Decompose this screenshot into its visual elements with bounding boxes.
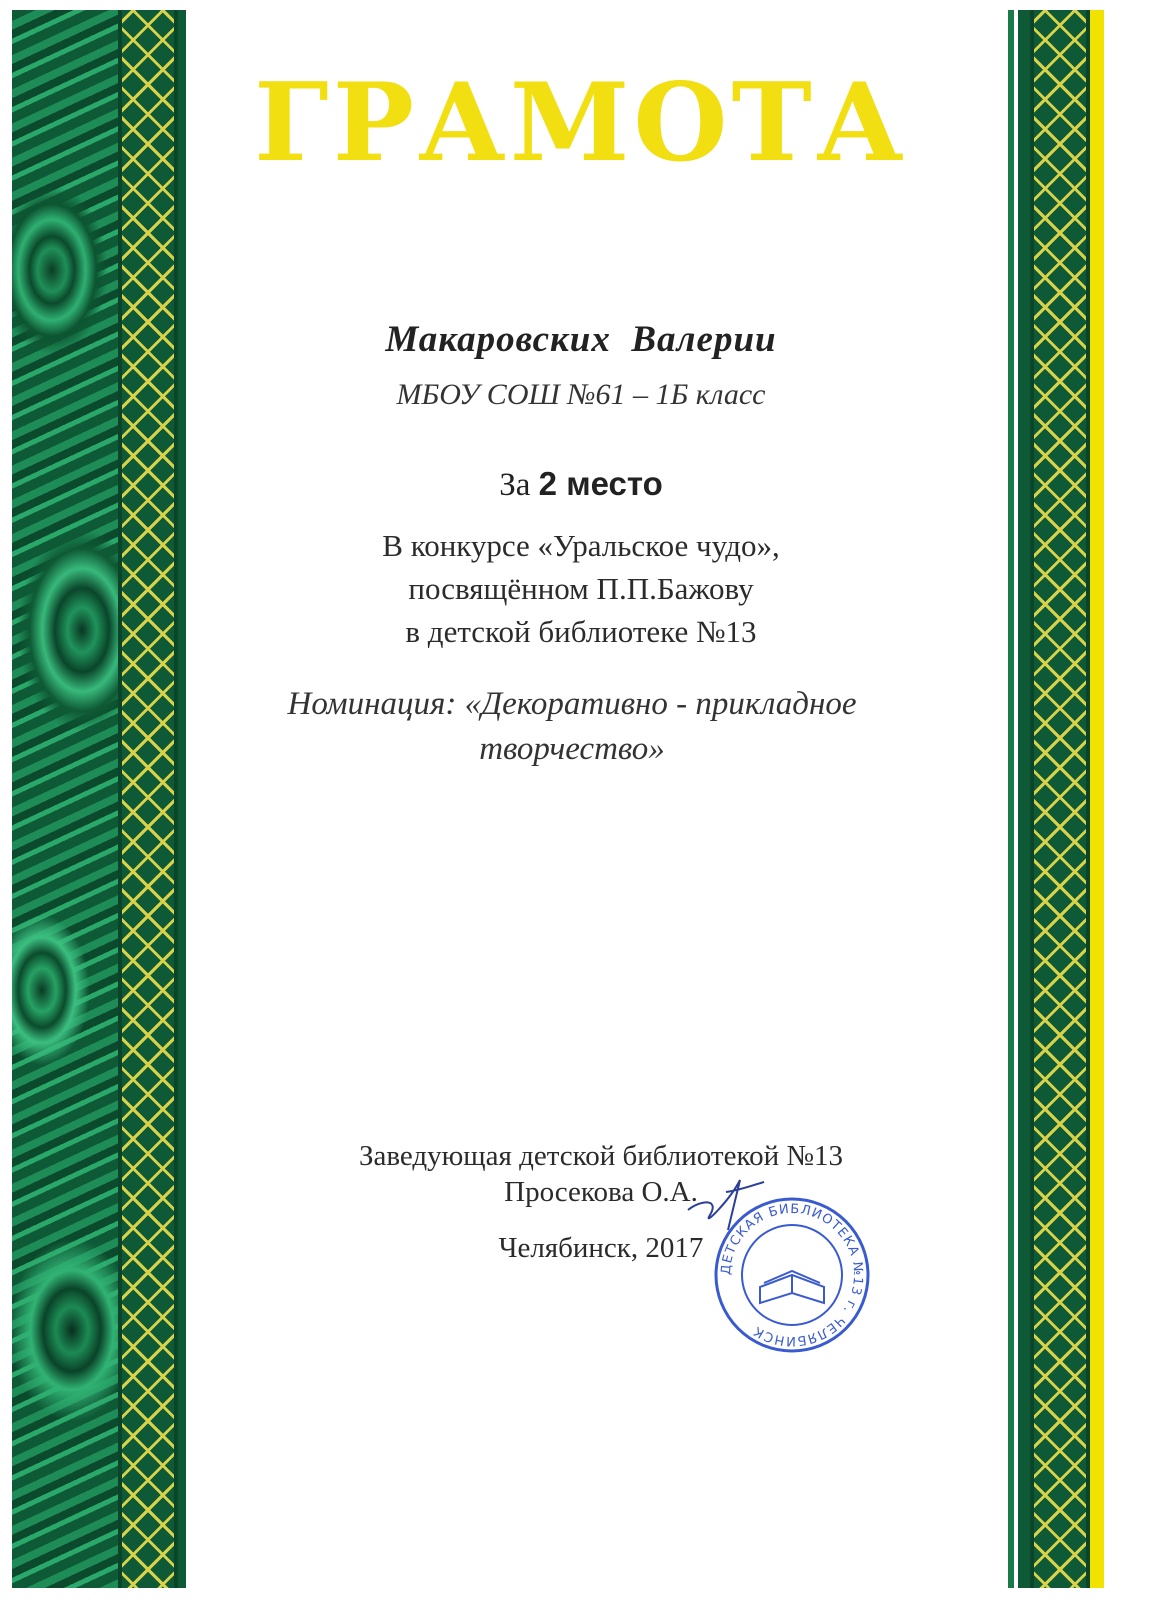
border-stripe-yellow [1090,10,1104,1588]
contest-line-1: В конкурсе «Уральское чудо», [382,528,780,563]
nomination [232,682,912,772]
border-stripe-right-inner [1008,10,1014,1588]
award-prefix: За [499,467,531,503]
ornament-braid-right [1030,10,1090,1588]
signer-title: Заведующая детской библиотекой №13 [358,1140,844,1172]
stamp-text: ДЕТСКАЯ БИБЛИОТЕКА №13 г. ЧЕЛЯБИНСК [718,1201,866,1349]
border-stripe-right [1018,10,1030,1588]
contest-line-3: в детской библиотеке №13 [405,614,757,649]
border-stripe-left [178,10,186,1588]
book-icon [760,1271,824,1303]
malachite-border-left [12,10,118,1588]
contest-description [0,524,1162,653]
school-class: МБОУ СОШ №61 – 1Б класс [396,378,766,411]
signer-block [20,1138,1162,1210]
contest-line-2: посвящённом П.П.Бажову [408,571,754,606]
library-stamp [712,1195,872,1355]
nomination-line-1: Номинация: «Декоративно - прикладное [287,686,857,722]
recipient-name: Макаровских Валерии [385,319,777,360]
city-year: Челябинск, 2017 [498,1232,704,1264]
award-place [0,465,1162,504]
certificate-title: ГРАМОТА [254,60,908,186]
nomination-line-2: творчество» [479,731,665,767]
award-place-value: 2 место [538,465,663,502]
ornament-braid-left [118,10,178,1588]
signer-name: Просекова О.А. [504,1176,698,1208]
